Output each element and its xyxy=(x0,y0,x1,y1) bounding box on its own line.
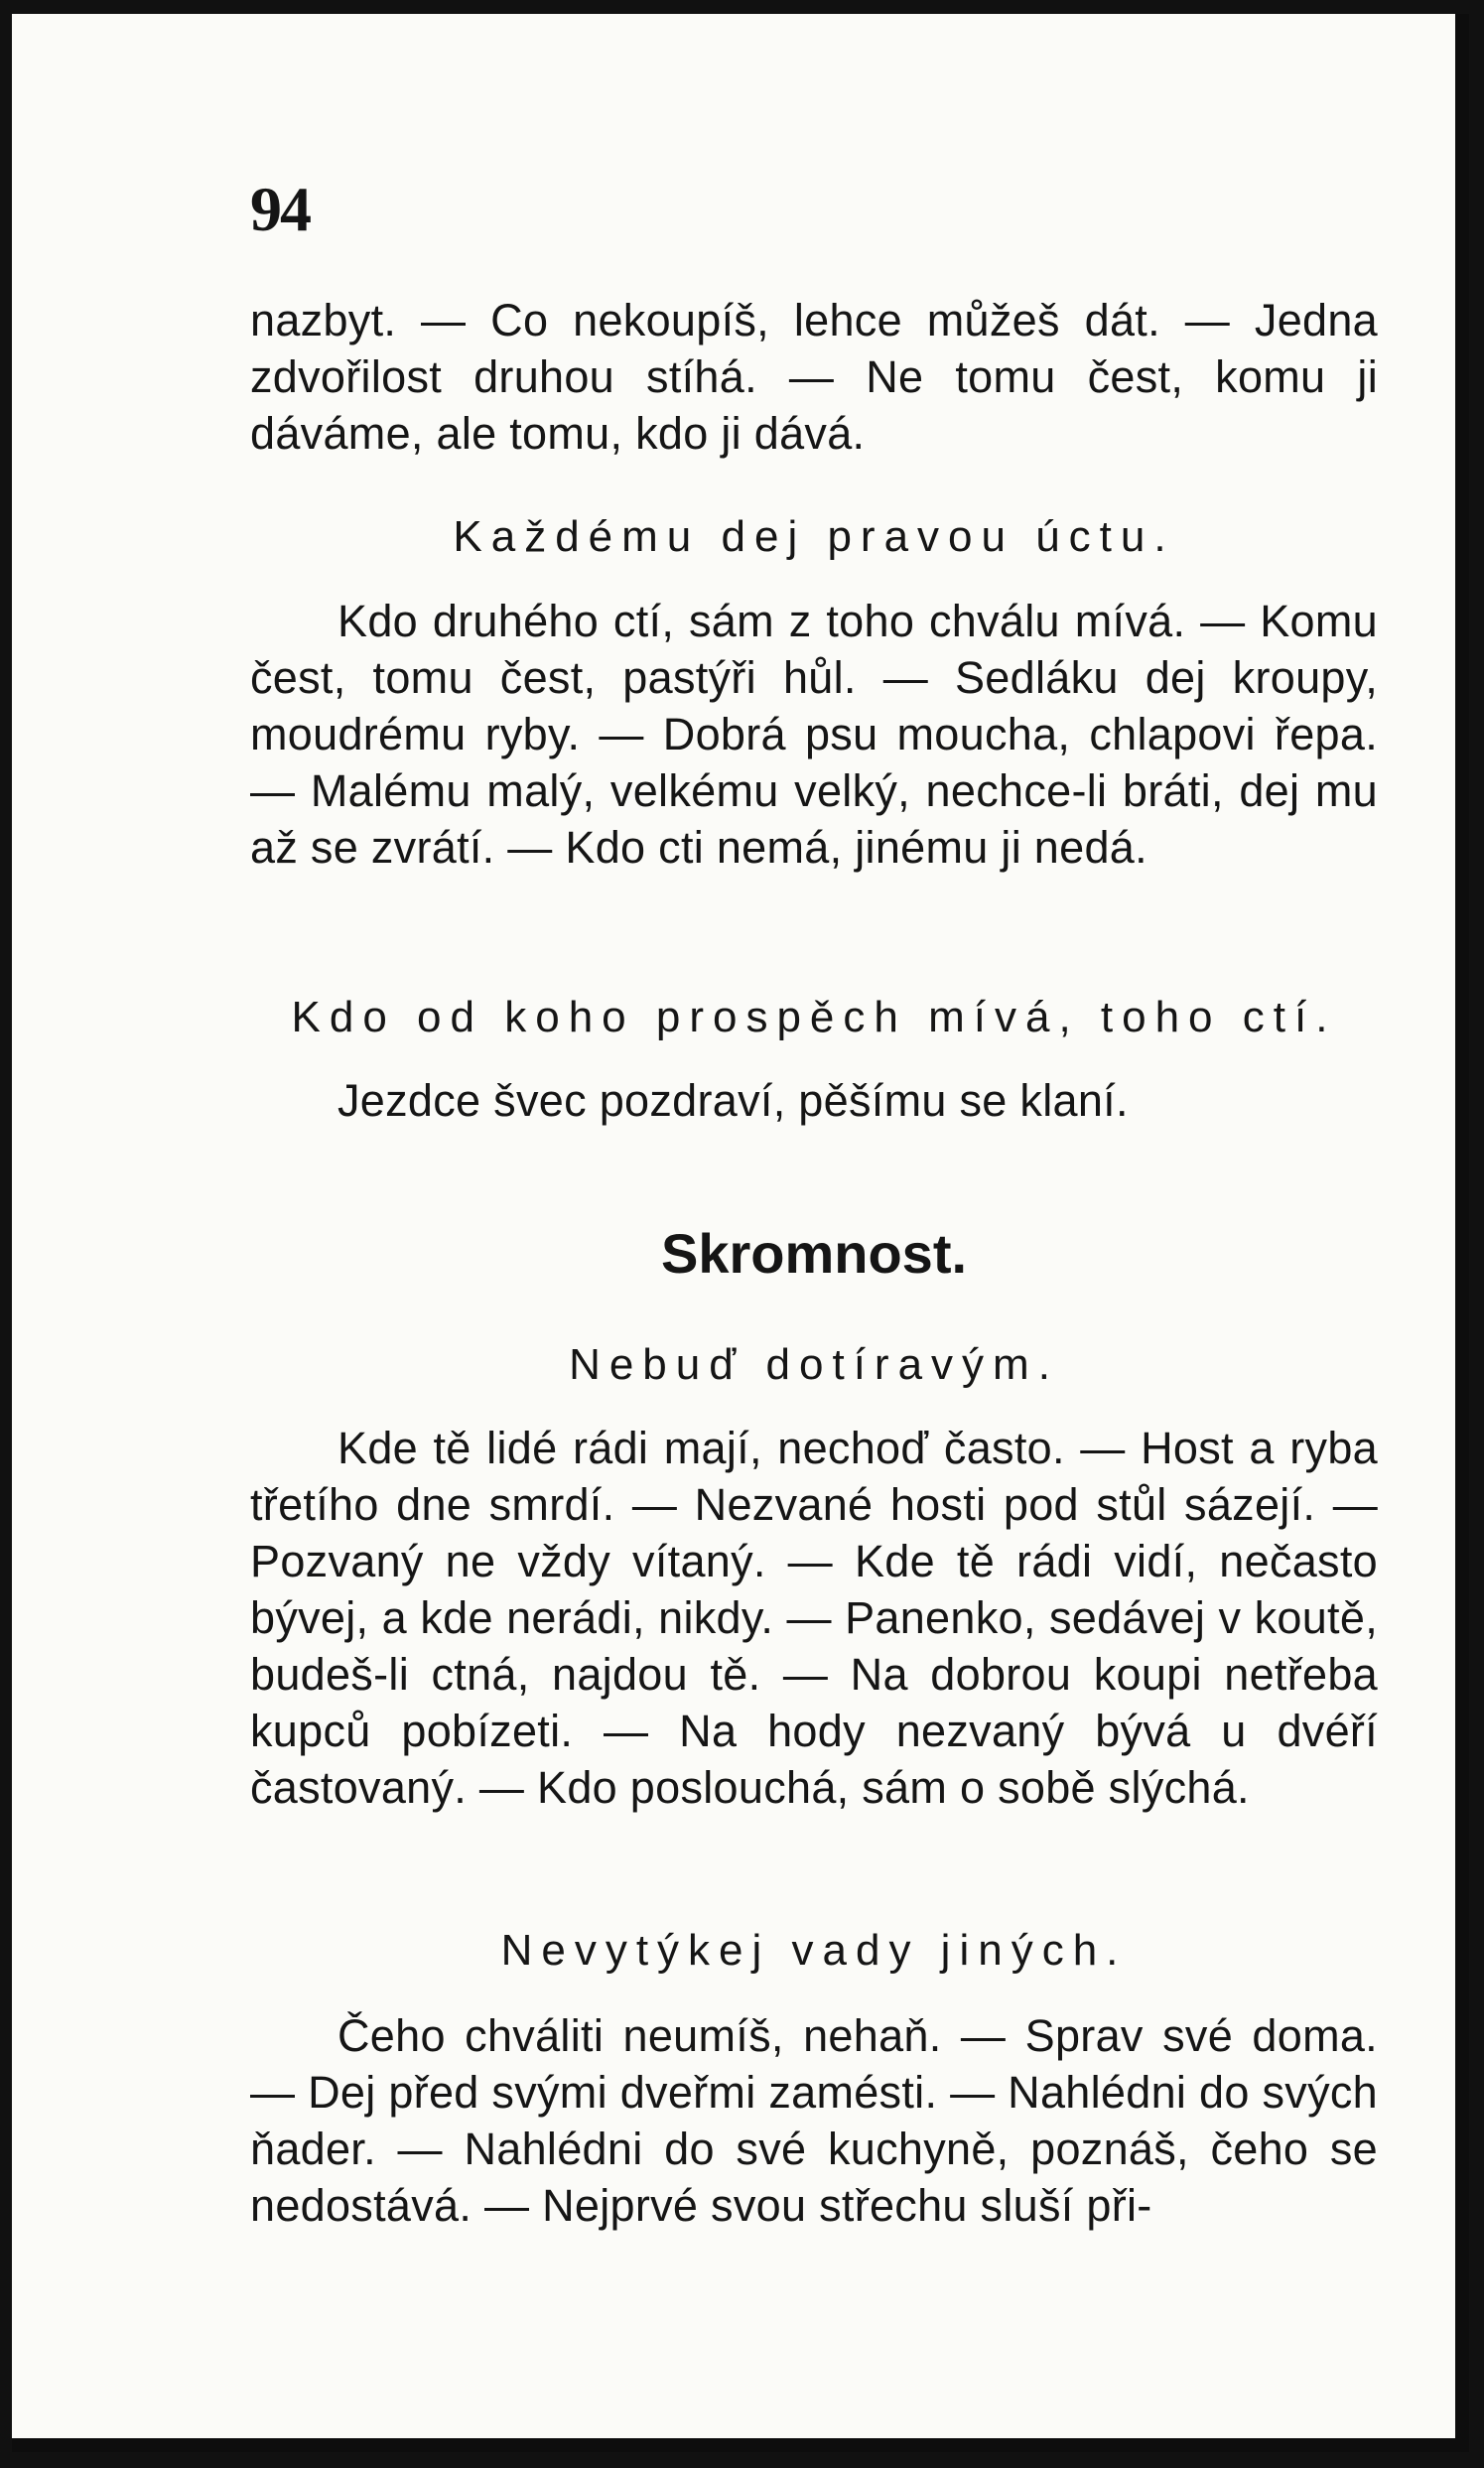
paragraph-1: Kdo druhého ctí, sám z toho chválu mívá. — Komu čest, tomu čest, pastýři hůl. — Sedláku dej kroupy, moudrému ryby. — Dobrá psu moucha, chlapovi řepa. — Malému malý, velkému velký, nechce-li bráti, dej mu až se zvrátí. — Kdo cti nemá, jinému ji nedá. xyxy=(250,596,1378,873)
proverb-heading-4: Nevytýkej vady jiných. xyxy=(500,1926,1128,1975)
scan-border-right xyxy=(1455,14,1469,2452)
paragraph-4: Čeho chváliti neumíš, nehaň. — Sprav své doma. — Dej před svými dveřmi zamésti. — Nahlédni do svých ňader. — Nahlédni do své kuchyně, poznáš, čeho se nedostává. — Nejprvé svou střechu sluší při- xyxy=(250,2010,1378,2231)
section-title: Skromnost. xyxy=(660,1222,968,1285)
book-page xyxy=(12,14,1469,2452)
scan-border-bottom xyxy=(12,2438,1469,2452)
proverb-heading-2: Kdo od koho prospěch mívá, toho ctí. xyxy=(291,993,1337,1041)
intro-paragraph: nazbyt. — Co nekoupíš, lehce můžeš dát. — Jedna zdvořilost druhou stíhá. — Ne tomu čest, komu ji dáváme, ale tomu, kdo ji dává. xyxy=(250,295,1378,459)
paragraph-2: Jezdce švec pozdraví, pěšímu se klaní. xyxy=(337,1075,1129,1126)
proverb-heading-1: Každému dej pravou úctu. xyxy=(453,512,1175,561)
paragraph-3: Kde tě lidé rádi mají, nechoď často. — Host a ryba třetího dne smrdí. — Nezvané hosti pod stůl sázejí. — Pozvaný ne vždy vítaný. — Kde tě rádi vidí, nečasto bývej, a kde nerádi, nikdy. — Panenko, sedávej v koutě, budeš-li ctná, najdou tě. — Na dobrou koupi netřeba kupců pobízeti. — Na hody nezvaný bývá u dvéří častovaný. — Kdo poslouchá, sám o sobě slýchá. xyxy=(250,1423,1378,1813)
proverb-heading-3: Nebuď dotíravým. xyxy=(569,1340,1059,1389)
page-number: 94 xyxy=(250,174,310,244)
